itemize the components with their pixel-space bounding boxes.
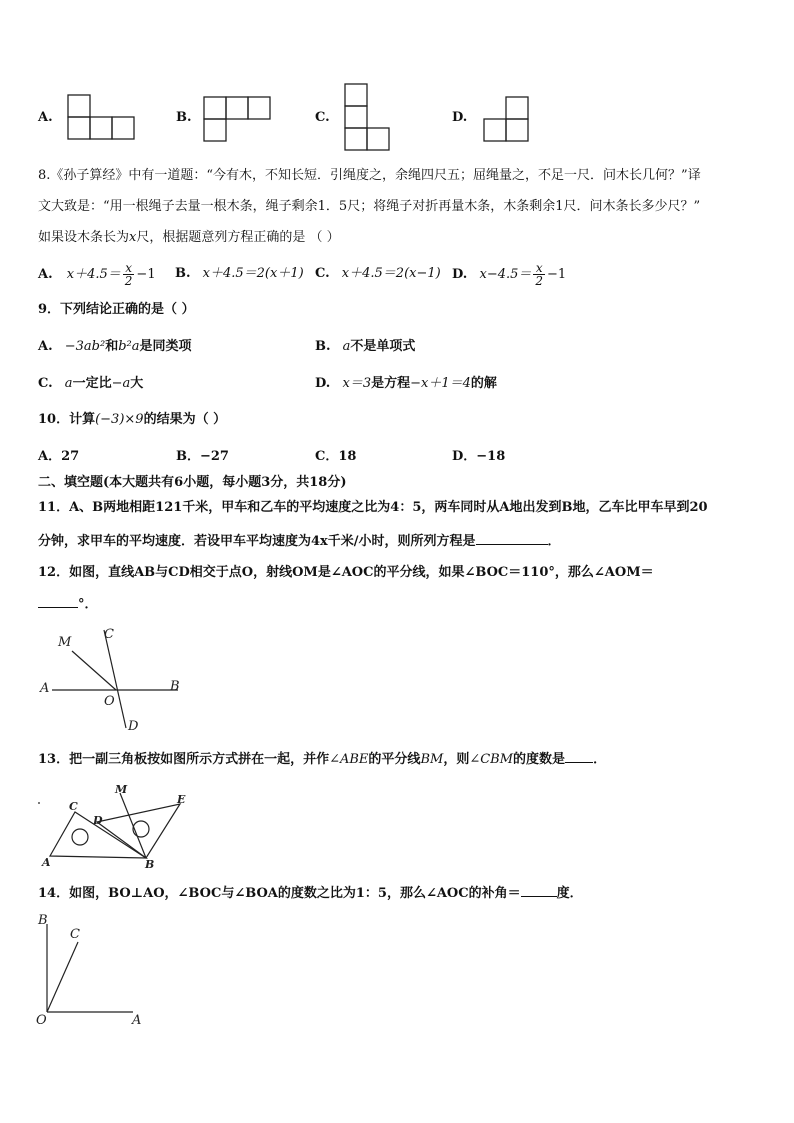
q13-label-d: D: [93, 814, 103, 827]
q8-option-d-expr-left: x−4.5＝: [479, 267, 532, 282]
q7-option-a-label: A.: [38, 110, 53, 125]
q10-option-d: D．−18: [452, 449, 506, 464]
q9-option-c-mid: 一定比: [72, 376, 112, 391]
q13-label-m: M: [115, 783, 128, 796]
q8-line3-text-a: 如果设木条长为: [38, 230, 130, 245]
q14-label-b: B: [38, 913, 48, 928]
q8-line2: 文大致是：“用一根绳子去量一根木条，绳子剩余1．5尺；将绳子对折再量木条，木条剩余1尺．问木条长多少尺？”: [38, 199, 701, 214]
q14-label-o: O: [36, 1013, 47, 1028]
q9-option-a-expr2: b²a: [118, 339, 140, 354]
q7-option-d-label: D.: [452, 110, 468, 125]
q9-option-c-tail: 大: [130, 376, 144, 391]
q8-option-a-expr-right: −1: [136, 267, 156, 282]
q13-angle-abe: ∠ABE: [329, 752, 369, 767]
q12-label-m: M: [58, 635, 72, 650]
q9-option-d-tail: 的解: [470, 376, 497, 391]
q12-line2-end: °．: [78, 597, 98, 612]
q10-stem-b: 的结果为（ ）: [143, 412, 227, 427]
q8-option-a-denominator: 2: [124, 274, 133, 288]
q8-option-d-expr-right: −1: [547, 267, 567, 282]
q12-label-c: C: [104, 627, 114, 642]
q9-option-b-label: B.: [315, 339, 331, 354]
q9-option-c-label: C.: [38, 376, 53, 391]
q8-option-a-label: A.: [38, 267, 53, 282]
q14-label-a: A: [132, 1013, 142, 1028]
q9-option-a-expr1: −3ab²: [64, 339, 106, 354]
q8-option-c-label: C.: [315, 266, 330, 281]
q13-label-a: A: [42, 856, 51, 869]
q10-option-a: A．27: [38, 449, 80, 464]
q9-option-a-mid: 和: [105, 339, 119, 354]
q9-option-b-var: a: [342, 339, 351, 354]
q13-text-e: ．: [593, 752, 607, 767]
q14-text-main: 14．如图，BO⊥AO，∠BOC与∠BOA的度数之比为1：5，那么∠AOC的补角＝: [38, 886, 521, 901]
q8-line1: 8.《孙子算经》中有一道题：“今有木，不知长短．引绳度之，余绳四尺五；屈绳量之，不足一尺．问木长几何？”译: [38, 168, 701, 183]
q9-option-b-tail: 不是单项式: [350, 339, 416, 354]
q13-label-c: C: [69, 800, 78, 813]
q8-line3-text-b: 尺，根据题意列方程正确的是 （ ）: [136, 230, 340, 245]
q8-option-d-label: D.: [452, 267, 468, 282]
q8-option-d-numerator: x: [533, 262, 545, 275]
q9-option-c-var2: −a: [111, 376, 131, 391]
q11-line2-text: 分钟，求甲车的平均速度．若设甲车平均速度为4x千米/小时，则所列方程是: [38, 534, 476, 549]
q13-text-c: ，则: [443, 752, 470, 767]
q8-option-b-expr: x＋4.5＝2(x＋1): [202, 266, 304, 281]
q9-option-a-label: A.: [38, 339, 53, 354]
q8-option-b-label: B.: [175, 266, 191, 281]
q12-label-o: O: [104, 694, 115, 709]
q13-text-b: 的平分线: [368, 752, 421, 767]
q10-option-c: C．18: [315, 449, 357, 464]
q12-label-b: B: [170, 679, 180, 694]
q13-line-bm: BM: [420, 752, 444, 767]
q14-text-end: 度．: [556, 886, 583, 901]
q12-label-a: A: [40, 681, 50, 696]
q11-line1: 11．A、B两地相距121千米，甲车和乙车的平均速度之比为4：5，两车同时从A地出发到B地，乙车比甲车早到20: [38, 500, 708, 515]
q13-angle-cbm: ∠CBM: [469, 752, 514, 767]
q9-option-d-label: D.: [315, 376, 331, 391]
q10-stem-a: 10．计算: [38, 412, 96, 427]
q9-option-a-tail: 是同类项: [139, 339, 192, 354]
q8-option-a-expr-left: x＋4.5＝: [66, 267, 121, 282]
q13-label-e: E: [177, 793, 186, 806]
q14-label-c: C: [70, 927, 80, 942]
q9-option-c-var: a: [64, 376, 73, 391]
q8-option-a-numerator: x: [123, 262, 135, 275]
q8-variable-x: x: [129, 230, 137, 245]
q13-text-d: 的度数是: [513, 752, 566, 767]
q10-stem-expr: (−3)×9: [95, 412, 144, 427]
q7-option-b-label: B.: [176, 110, 192, 125]
q12-label-d: D: [128, 719, 139, 734]
q12-line1: 12．如图，直线AB与CD相交于点O，射线OM是∠AOC的平分线，如果∠BOC＝110°，那么∠AOM＝: [38, 565, 654, 580]
q11-line2-end: ．: [547, 534, 561, 549]
q8-option-d-denominator: 2: [535, 274, 544, 288]
q9-option-d-expr2: −x＋1＝4: [410, 376, 471, 391]
q13-text-a: 13．把一副三角板按如图所示方式拼在一起，并作: [38, 752, 330, 767]
q9-option-d-expr1: x＝3: [342, 376, 372, 391]
q13-label-b: B: [145, 858, 155, 871]
section-heading-fill-in: 二、填空题(本大题共有6小题，每小题3分，共18分): [38, 475, 347, 490]
q14-ray-oc: [47, 942, 78, 1012]
q10-option-b: B．−27: [176, 449, 229, 464]
q8-option-c-expr: x＋4.5＝2(x−1): [341, 266, 441, 281]
q9-option-d-mid: 是方程: [371, 376, 411, 391]
q9-stem: 9．下列结论正确的是（ ）: [38, 302, 195, 317]
q7-option-c-label: C.: [315, 110, 330, 125]
